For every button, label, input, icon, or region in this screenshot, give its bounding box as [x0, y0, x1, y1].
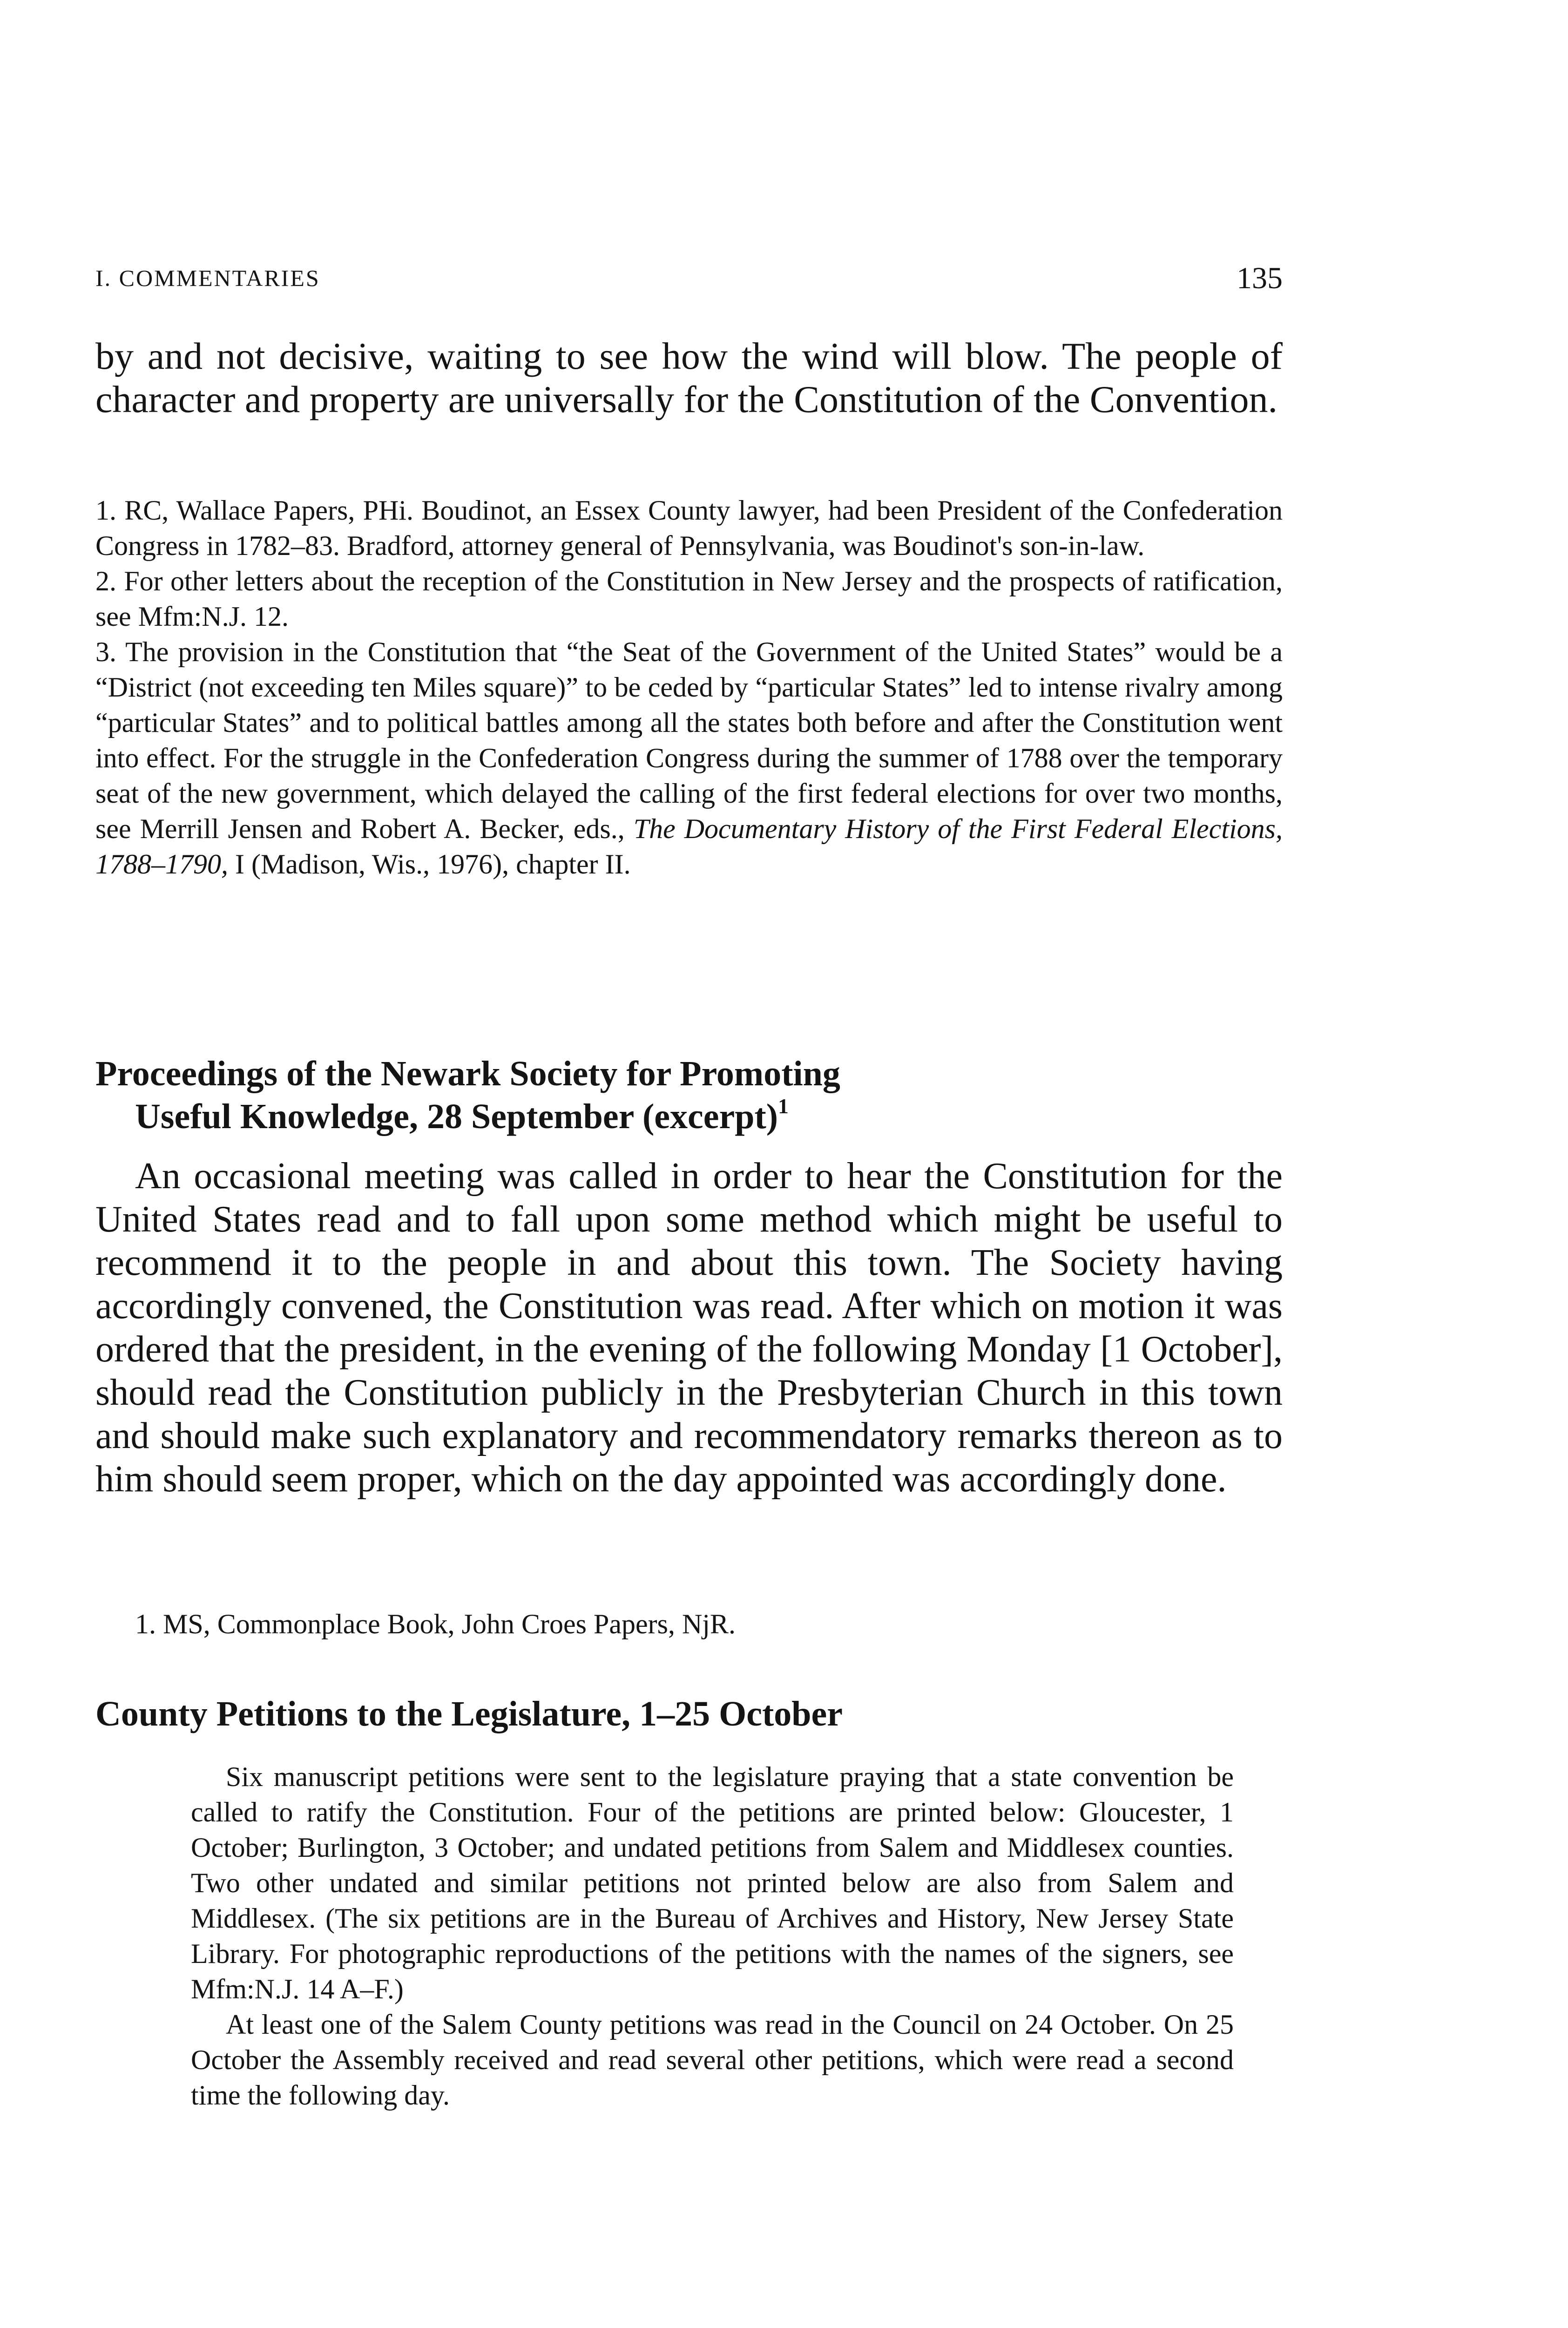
footnote-3-text-a: 3. The provision in the Constitution that “the Seat of the Government of the United States” would be a “District (not exceeding ten Miles square)” to be ceded by “particular States” led to intense rivalry among “particular States” and to political battles among all the states both before and after the Constitution went into effect. For the struggle in the Confederation Congress during the summer of 1788 over the temporary seat of the new government, which delayed the calling of the first federal elections for over two months, see Merrill Jensen and Robert A. Becker, eds., [95, 636, 1283, 844]
county-heading-block [95, 1692, 1283, 1735]
county-intro-p2: At least one of the Salem County petitions was read in the Council on 24 October. On 25 October the Assembly received and read several other petitions, which were read a second time the following day. [191, 2009, 1234, 2111]
continuation-text: by and not decisive, waiting to see how the wind will blow. The people of character and property are universally for the Constitution of the Convention. [95, 335, 1283, 420]
newark-body [95, 1155, 1283, 1501]
footnotes-previous-document [95, 493, 1283, 882]
county-intro-p1: Six manuscript petitions were sent to the legislature praying that a state convention be called to ratify the Constitution. Four of the petitions are printed below: Gloucester, 1 October; Burlington, 3 October; and undated petitions from Salem and Middlesex counties. Two other undated and similar petitions not printed below are also from Salem and Middlesex. (The six petitions are in the Bureau of Archives and History, New Jersey State Library. For photographic reproductions of the petitions with the names of the signers, see Mfm:N.J. 14 A–F.) [191, 1761, 1234, 2004]
running-head [95, 261, 1283, 298]
footnote-3 [95, 634, 1283, 882]
section-heading-newark-line2: Useful Knowledge, 28 September (excerpt) [135, 1097, 778, 1136]
running-title: I. COMMENTARIES [95, 265, 320, 291]
section-heading-county: County Petitions to the Legislature, 1–25 October [95, 1694, 843, 1733]
footnote-marker: 1 [778, 1094, 789, 1118]
county-intro [191, 1759, 1234, 2113]
continuation-paragraph [95, 334, 1283, 421]
page-number: 135 [1237, 261, 1283, 295]
footnote-2: 2. For other letters about the reception of the Constitution in New Jersey and the prospects of ratification, see Mfm:N.J. 12. [95, 566, 1283, 632]
newark-heading-block [95, 1052, 1283, 1138]
newark-footnote-block [95, 1606, 1283, 1642]
footnote-3-text-b: I (Madison, Wis., 1976), chapter II. [228, 849, 631, 880]
section-heading-newark [95, 1052, 1283, 1138]
footnote-3-title: The Documentary History of the First Federal Elections, 1788–1790, [95, 813, 1283, 880]
section-heading-newark-line1: Proceedings of the Newark Society for Promoting [95, 1054, 840, 1093]
newark-body-text: An occasional meeting was called in order to hear the Constitution for the United States read and to fall upon some method which might be useful to recommend it to the people in and about this town. The Society having accordingly convened, the Constitution was read. After which on motion it was ordered that the president, in the evening of the following Monday [1 October], should read the Constitution publicly in the Presbyterian Church in this town and should make such explanatory and recommendatory remarks thereon as to him should seem proper, which on the day appointed was accordingly done. [95, 1156, 1283, 1500]
footnote-1: 1. RC, Wallace Papers, PHi. Boudinot, an Essex County lawyer, had been President of the Confederation Congress in 1782–83. Bradford, attorney general of Pennsylvania, was Boudinot's son-in-law. [95, 495, 1283, 561]
newark-footnote: 1. MS, Commonplace Book, John Croes Papers, NjR. [135, 1609, 736, 1639]
